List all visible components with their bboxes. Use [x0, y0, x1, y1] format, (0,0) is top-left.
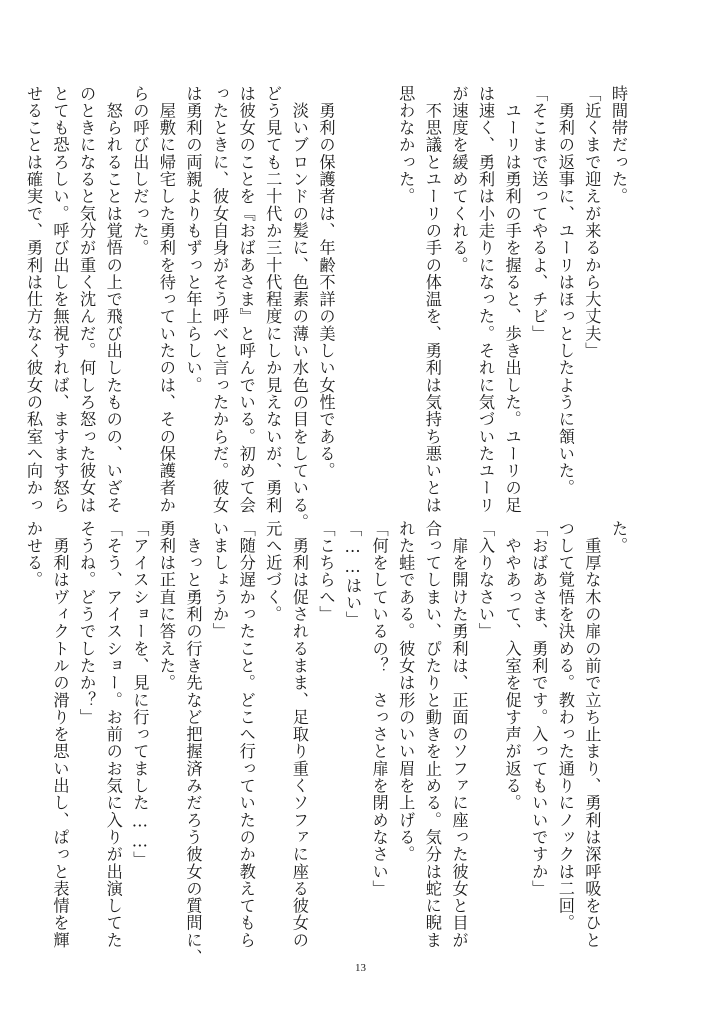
text-line: 不思議とユーリの手の体温を、勇利は気持ち悪いとは [422, 85, 442, 514]
text-line: そうね。どうでしたか？」 [77, 520, 97, 726]
text-line: 怒られることは覚悟の上で飛び出したものの、いざそ [103, 85, 123, 514]
lower-text-block [23, 520, 631, 966]
text-line: つして覚悟を決める。教わった通りにノックは二回。 [555, 520, 575, 932]
text-line: は彼女のことを『おばあさま』と呼んでいる。初めて会 [236, 85, 256, 514]
text-line: 勇利は正直に答えた。 [156, 520, 176, 692]
blank-line [365, 85, 392, 485]
text-line: 屋敷に帰宅した勇利を待っていたのは、その保護者か [156, 85, 176, 514]
text-line: ややあって、入室を促す声が返る。 [502, 520, 522, 812]
text-line: 「近くまで迎えが来るから大丈夫」 [582, 85, 602, 360]
text-line: 「アイスショーを、見に行ってました……」 [130, 520, 150, 869]
text-line: 重厚な木の扉の前で立ち止まり、勇利は深呼吸をひと [582, 520, 602, 949]
text-line: が速度を緩めてくれる。 [449, 85, 469, 274]
text-line: とても恐ろしい。呼び出しを無視すれば、ますます怒ら [50, 85, 70, 514]
text-line: らの呼び出しだった。 [130, 85, 150, 257]
text-line: 「こちらへ」 [316, 520, 336, 623]
text-line: 「そう、アイスショー。お前のお気に入りが出演してた [103, 520, 123, 949]
text-line: 元へ近づく。 [263, 520, 283, 623]
text-line: 「おばあさま、勇利です。入ってもいいですか」 [529, 520, 549, 898]
text-line: 合ってしまい、ぴたりと動きを止める。気分は蛇に睨ま [422, 520, 442, 949]
text-line: どう見ても二十代か三十代程度にしか見えないが、勇利 [263, 85, 283, 514]
text-line: きっと勇利の行き先など把握済みだろう彼女の質問に、 [183, 520, 203, 966]
blank-line [338, 85, 365, 485]
text-line: 勇利の保護者は、年齢不詳の美しい女性である。 [316, 85, 336, 480]
text-line: せることは確実で、勇利は仕方なく彼女の私室へ向かっ [23, 85, 43, 514]
text-line: 勇利はヴィクトルの滑りを思い出し、ぱっと表情を輝 [50, 520, 70, 949]
text-line: 扉を開けた勇利は、正面のソファに座った彼女と目が [449, 520, 469, 949]
upper-text-block [23, 85, 631, 531]
text-line: かせる。 [23, 520, 43, 589]
text-line: れた蛙である。彼女は形のいい眉を上げる。 [396, 520, 416, 863]
text-line: ユーリは勇利の手を握ると、歩き出した。ユーリの足 [502, 85, 522, 514]
text-line: 「そこまで送ってやるよ、チビ」 [529, 85, 549, 343]
text-line: 「……はい」 [343, 520, 363, 629]
page-number: 13 [355, 962, 366, 974]
text-line: は勇利の両親よりもずっと年上らしい。 [183, 85, 203, 394]
text-line: 淡いブロンドの髪に、色素の薄い水色の目をしている。 [289, 85, 309, 531]
text-line: 勇利の返事に、ユーリはほっとしたように頷いた。 [555, 85, 575, 497]
text-line: 思わなかった。 [396, 85, 416, 206]
text-line: 「入りなさい」 [476, 520, 496, 641]
text-line: 勇利は促されるまま、足取り重くソファに座る彼女の [289, 520, 309, 949]
text-line: いましょうか」 [210, 520, 230, 641]
text-line: 時間帯だった。 [609, 85, 628, 206]
text-line: た。 [609, 520, 628, 555]
text-line: ったときに、彼女自身がそう呼べと言ったからだ。彼女 [210, 85, 230, 514]
text-line: 「随分遅かったこと。どこへ行っていたのか教えてもら [236, 520, 256, 949]
text-line: は速く、勇利は小走りになった。それに気づいたユーリ [476, 85, 496, 514]
text-line: 「何をしているの？ さっさと扉を閉めなさい」 [369, 520, 389, 898]
text-line: のときになると気分が重く沈んだ。何しろ怒った彼女は [77, 85, 97, 514]
